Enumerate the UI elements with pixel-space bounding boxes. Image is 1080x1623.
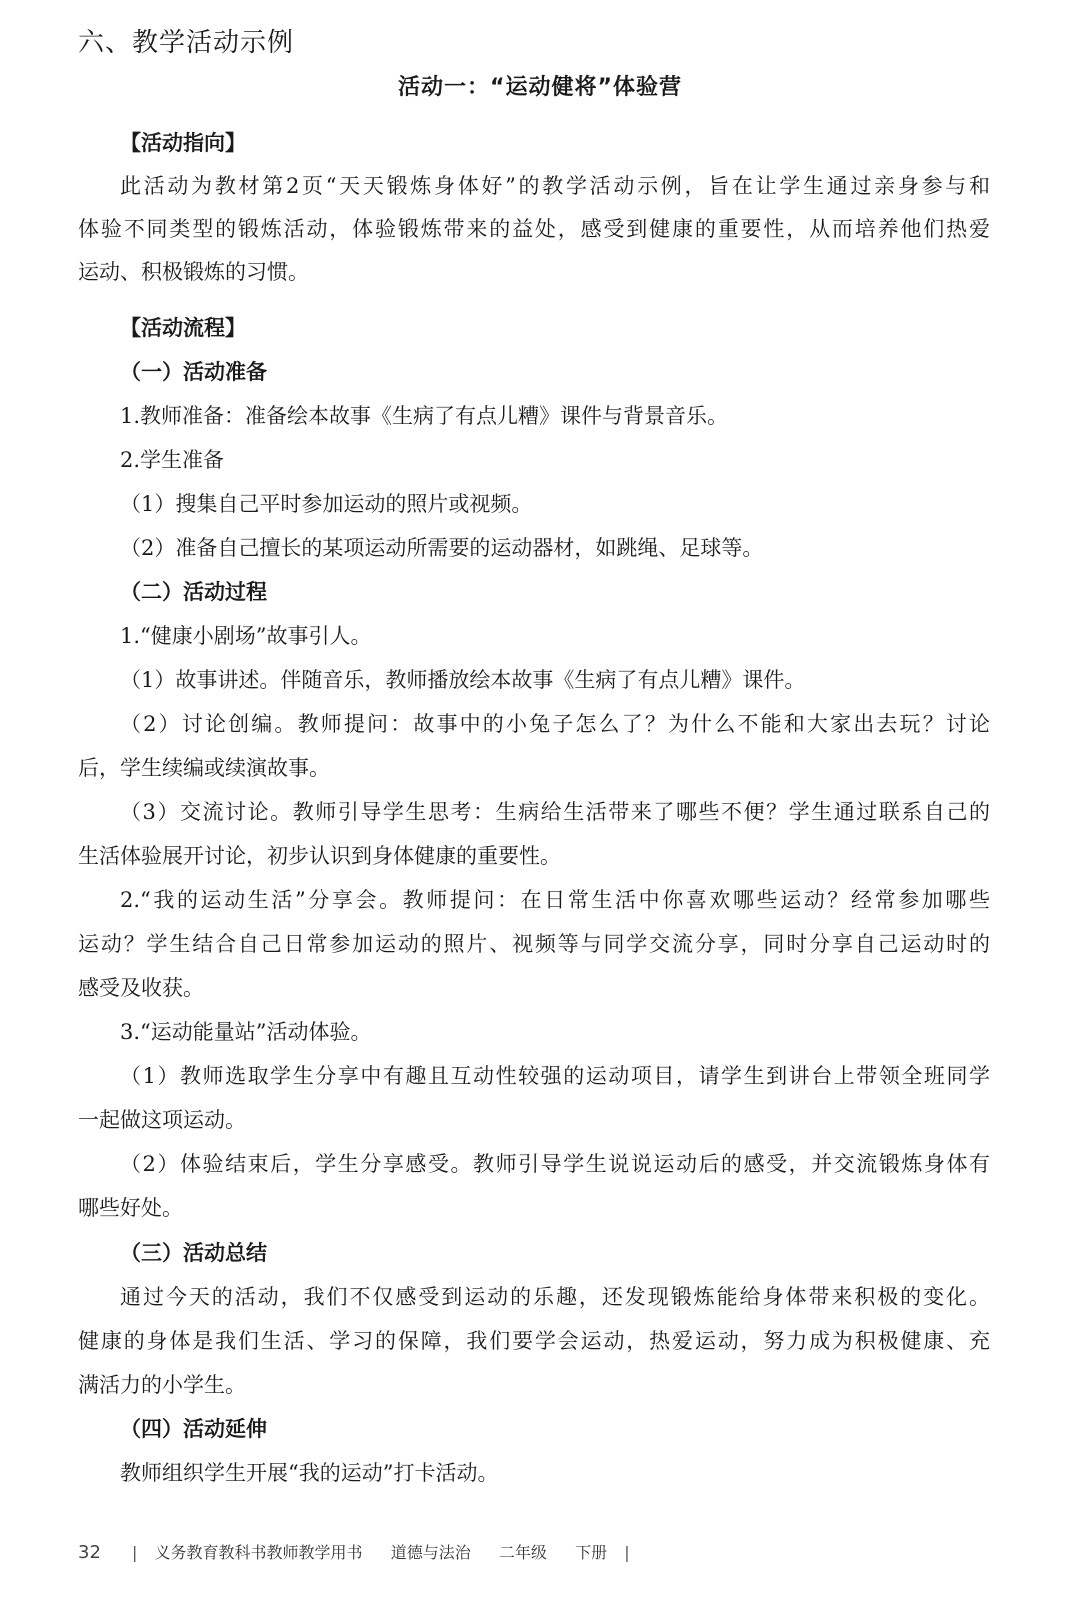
paragraph-line: 健康的身体是我们生活、学习的保障，我们要学会运动，热爱运动，努力成为积极健康、充: [78, 1329, 990, 1353]
paragraph-line: 哪些好处。: [78, 1196, 183, 1220]
paragraph-line: （2）准备自己擅长的某项运动所需要的运动器材，如跳绳、足球等。: [120, 536, 764, 560]
footer-separator: |: [624, 1543, 630, 1562]
step-heading-preparation: （一）活动准备: [120, 360, 267, 384]
paragraph-line: 1.“健康小剧场”故事引人。: [120, 624, 372, 648]
paragraph-line: 2.学生准备: [120, 448, 225, 472]
footer-grade: 二年级: [498, 1543, 547, 1562]
subsection-label-process: 【活动流程】: [120, 316, 246, 340]
paragraph-line: 运动？学生结合自己日常参加运动的照片、视频等与同学交流分享，同时分享自己运动时的: [78, 932, 990, 956]
paragraph-line: 感受及收获。: [78, 976, 204, 1000]
step-heading-process: （二）活动过程: [120, 580, 267, 604]
step-heading-extension: （四）活动延伸: [120, 1417, 267, 1441]
page-footer: [78, 1540, 642, 1563]
footer-volume: 下册: [575, 1543, 608, 1562]
paragraph-line: （2）体验结束后，学生分享感受。教师引导学生说说运动后的感受，并交流锻炼身体有: [120, 1152, 990, 1176]
step-heading-summary: （三）活动总结: [120, 1241, 267, 1265]
section-heading: 六、教学活动示例: [78, 28, 295, 58]
paragraph-line: 后，学生续编或续演故事。: [78, 756, 330, 780]
paragraph-line: 教师组织学生开展“我的运动”打卡活动。: [120, 1461, 499, 1485]
paragraph-line: 一起做这项运动。: [78, 1108, 246, 1132]
paragraph-line: 通过今天的活动，我们不仅感受到运动的乐趣，还发现锻炼能给身体带来积极的变化。: [120, 1285, 990, 1309]
paragraph-line: 生活体验展开讨论，初步认识到身体健康的重要性。: [78, 844, 561, 868]
paragraph-line: （1）故事讲述。伴随音乐，教师播放绘本故事《生病了有点儿糟》课件。: [120, 668, 806, 692]
footer-separator: |: [132, 1543, 138, 1562]
paragraph-line: 此活动为教材第2页“天天锻炼身体好”的教学活动示例，旨在让学生通过亲身参与和: [120, 174, 990, 198]
paragraph-line: 满活力的小学生。: [78, 1373, 246, 1397]
page-number: 32: [78, 1542, 101, 1563]
paragraph-line: 3.“运动能量站”活动体验。: [120, 1020, 372, 1044]
paragraph-line: 运动、积极锻炼的习惯。: [78, 260, 309, 284]
paragraph-line: 体验不同类型的锻炼活动，体验锻炼带来的益处，感受到健康的重要性，从而培养他们热爱: [78, 217, 990, 241]
paragraph-line: （3）交流讨论。教师引导学生思考：生病给生活带来了哪些不便？学生通过联系自己的: [120, 800, 990, 824]
paragraph-line: 2.“我的运动生活”分享会。教师提问：在日常生活中你喜欢哪些运动？经常参加哪些: [120, 888, 990, 912]
footer-subject: 道德与法治: [390, 1543, 471, 1562]
paragraph-line: 1.教师准备：准备绘本故事《生病了有点儿糟》课件与背景音乐。: [120, 404, 729, 428]
footer-book-title: 义务教育教科书教师教学用书: [154, 1543, 363, 1562]
subsection-label-guidance: 【活动指向】: [120, 131, 246, 155]
paragraph-line: （2）讨论创编。教师提问：故事中的小兔子怎么了？为什么不能和大家出去玩？讨论: [120, 712, 990, 736]
paragraph-line: （1）搜集自己平时参加运动的照片或视频。: [120, 492, 533, 516]
activity-title: 活动一：“运动健将”体验营: [398, 75, 682, 100]
paragraph-line: （1）教师选取学生分享中有趣且互动性较强的运动项目，请学生到讲台上带领全班同学: [120, 1064, 990, 1088]
